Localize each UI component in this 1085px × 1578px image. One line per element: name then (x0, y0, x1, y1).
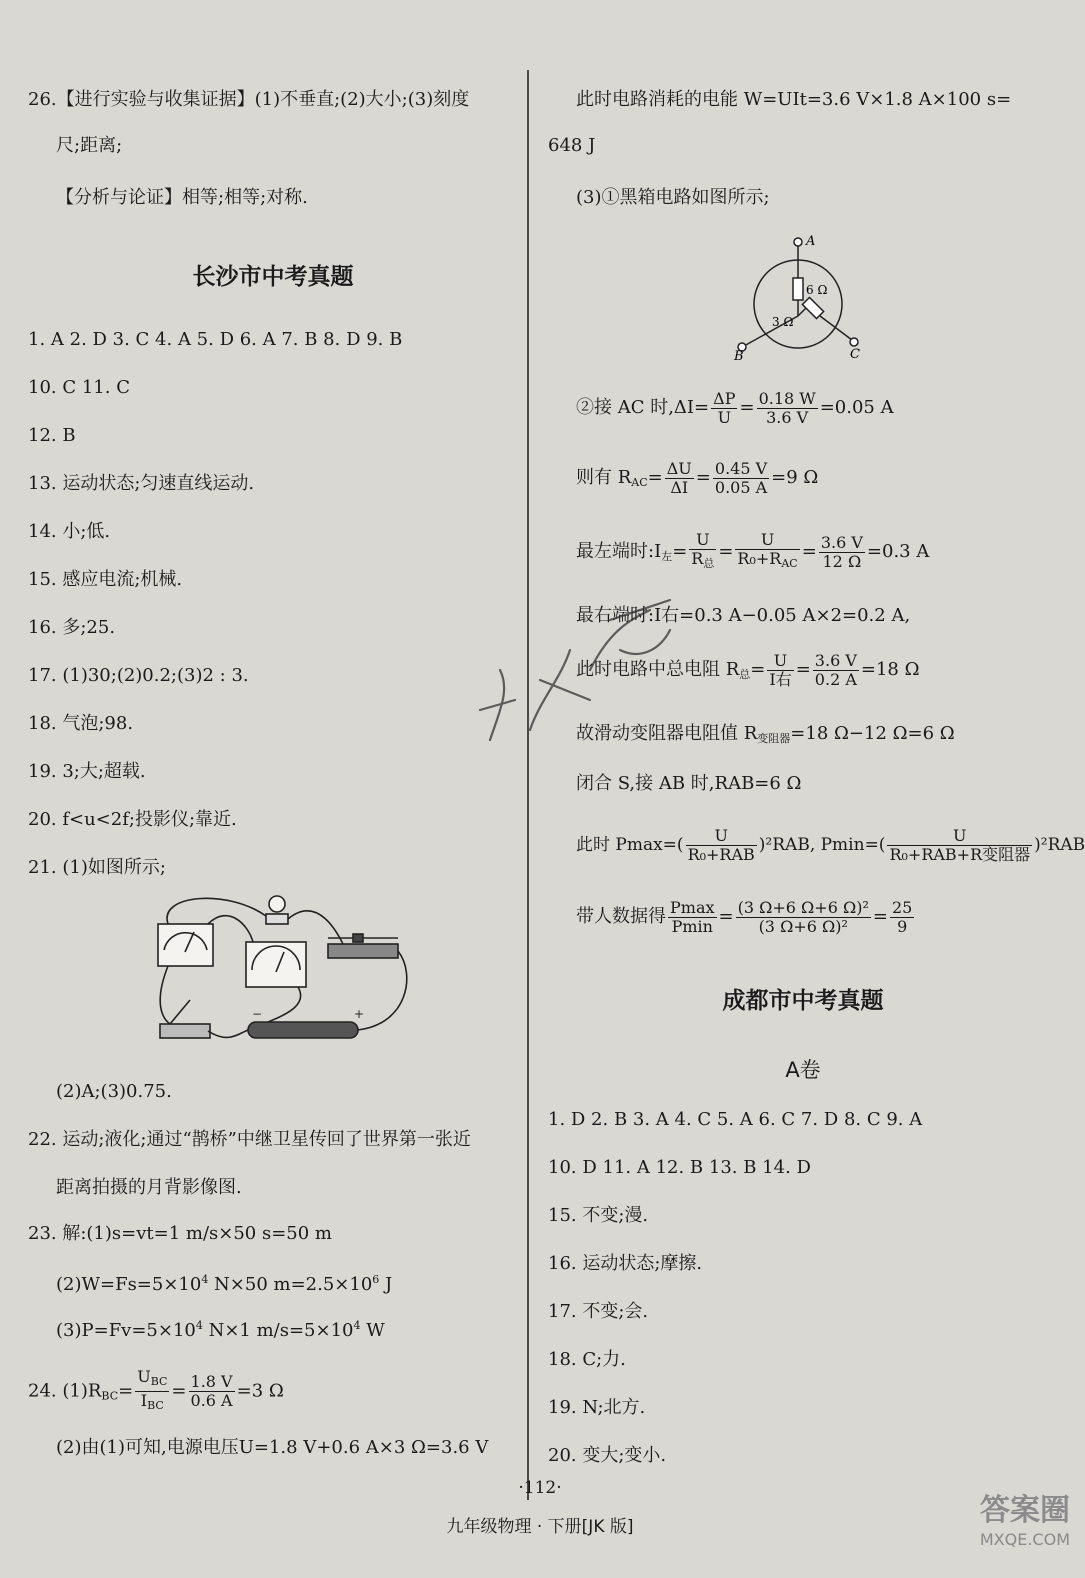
blackbox-circuit-diagram (734, 228, 864, 364)
site-watermark-logo (920, 1492, 1070, 1572)
answer-18: 18. 气泡;98. (28, 713, 134, 734)
resistor-6-label: 6 Ω (806, 283, 828, 297)
answer-22-line-1: 22. 运动;液化;通过“鹊桥”中继卫星传回了世界第一张近 (28, 1129, 471, 1150)
answer-13: 13. 运动状态;匀速直线运动. (28, 473, 255, 494)
chengdu-answer-19: 19. N;北方. (548, 1397, 646, 1418)
right-line-total-resistance: 此时电路中总电阻 $R_总=$ $\frac{U}{\text{I右}}$ = $\frac{3.6 V}{0.2 A}$ =18 Ω (576, 650, 920, 689)
terminal-b-label: B (734, 349, 744, 364)
q26-line-2: 尺;距离; (56, 135, 123, 156)
answer-24-line-1: 24. $(1)R_{BC}=$ $\frac{U_{BC}}{I_{BC}}$ = $\frac{1.8 V}{0.6 A}$ =3 Ω (28, 1367, 284, 1412)
right-line-energy: 此时电路消耗的电能 W=UIt=3.6 V×1.8 A×100 s= (576, 89, 1012, 110)
resistor-3-label: 3 Ω (772, 315, 794, 329)
chengdu-mc-row-2: 10. D 11. A 12. B 13. B 14. D (548, 1157, 811, 1178)
answer-22-line-2: 距离拍摄的月背影像图. (56, 1177, 242, 1198)
answer-15: 15. 感应电流;机械. (28, 569, 183, 590)
answer-23-line-1: 23. 解:(1)s=vt=1 m/s×50 s=50 m (28, 1223, 332, 1244)
right-line-blackbox: (3)①黑箱电路如图所示; (576, 187, 770, 208)
answer-23-line-2: $(2)W=Fs=5\times 10^4$ N×50 $m=2.5\times 10^6$ J (56, 1273, 393, 1295)
answer-24-line-2: (2)由(1)可知,电源电压U=1.8 V+0.6 A×3 Ω=3.6 V (56, 1437, 489, 1458)
terminal-c-label: C (850, 347, 860, 362)
answer-20: 20. f<u<2f;投影仪;靠近. (28, 809, 237, 830)
answer-21: 21. (1)如图所示; (28, 857, 166, 878)
right-line-ratio: 带人数据得 $\frac{Pmax}{Pmin}$ = $\frac{\text{(3 Ω+6 Ω+6 Ω)²}}{\text{(3 Ω+6 Ω)²}}$ = $\frac{25}{9}$ (576, 897, 913, 936)
answer-16: 16. 多;25. (28, 617, 116, 638)
right-line-leftmost: 最左端时$:I_左=$ $\frac{U}{R_总}$ = $\frac{U}{R_0+R_{AC}}$ = $\frac{3.6 V}{12 \Omega}$ =0.3 A (576, 530, 930, 571)
right-line-rheostat-value: 故滑动变阻器电阻值 $R_{变阻器}=18$ Ω−12 Ω=6 Ω (576, 723, 955, 745)
column-divider (527, 70, 529, 1500)
changsha-mc-row-1: 1. A 2. D 3. C 4. A 5. D 6. A 7. B 8. D 9. B (28, 329, 403, 350)
q26-line-1: 26.【进行实验与收集证据】(1)不垂直;(2)大小;(3)刻度 (28, 89, 470, 110)
chengdu-answer-16: 16. 运动状态;摩擦. (548, 1253, 703, 1274)
answer-14: 14. 小;低. (28, 521, 111, 542)
watermark-text: 答案圈 (980, 1493, 1070, 1528)
svg-text:+: + (354, 1007, 365, 1021)
q26-line-3: 【分析与论证】相等;相等;对称. (56, 187, 308, 208)
right-line-rightmost: 最右端时:I右=0.3 A−0.05 A×2=0.2 A, (576, 605, 911, 626)
chengdu-answer-15: 15. 不变;漫. (548, 1205, 649, 1226)
circuit-illustration (148, 894, 418, 1054)
right-line-delta-i: ②接 AC 时,ΔI= $\frac{\Delta P}{U}$ = $\frac{0.18 W}{3.6 V}$ =0.05 A (576, 388, 894, 427)
section-title-chengdu: 成都市中考真题 (722, 988, 884, 1014)
page-number: ·112· (518, 1478, 562, 1498)
changsha-mc-row-2: 10. C 11. C (28, 377, 130, 398)
right-line-pmax-pmin: 此时 Pmax=( $\frac{U}{\text{R₀+RAB}}$ )²RAB, Pmin=( $\frac{U}{\text{R₀+RAB+R变阻器}}$ )²RAB (576, 826, 1085, 864)
book-footer: 九年级物理 · 下册[JK 版] (446, 1517, 634, 1537)
watermark-url: MXQE.COM (979, 1530, 1070, 1549)
chengdu-answer-18: 18. C;力. (548, 1349, 626, 1370)
terminal-a-label: A (806, 234, 816, 249)
chengdu-answer-20: 20. 变大;变小. (548, 1445, 667, 1466)
answer-23-line-3: $(3)P=Fv=5\times 10^4$ N×1 $m/s=5\times 10^4$ W (56, 1319, 385, 1341)
answer-12: 12. B (28, 425, 76, 446)
answer-17: 17. (1)30;(2)0.2;(3)2 : 3. (28, 665, 249, 686)
right-line-rac: 则有 $R_{AC}=$ $\frac{\Delta U}{\Delta I}$ = $\frac{0.45 V}{0.05 A}$ =9 Ω (576, 458, 819, 497)
chengdu-answer-17: 17. 不变;会. (548, 1301, 649, 1322)
chengdu-mc-row-1: 1. D 2. B 3. A 4. C 5. A 6. C 7. D 8. C 9. A (548, 1109, 923, 1130)
section-title-changsha: 长沙市中考真题 (192, 264, 354, 290)
section-subtitle-a: A卷 (785, 1058, 821, 1082)
svg-text:−: − (252, 1007, 263, 1021)
right-line-close-s: 闭合 S,接 AB 时,RAB=6 Ω (576, 773, 802, 794)
handwritten-scribble (470, 590, 700, 760)
answer-19: 19. 3;大;超载. (28, 761, 146, 782)
right-line-648: 648 J (548, 135, 596, 156)
answer-21-part2: (2)A;(3)0.75. (56, 1081, 172, 1102)
